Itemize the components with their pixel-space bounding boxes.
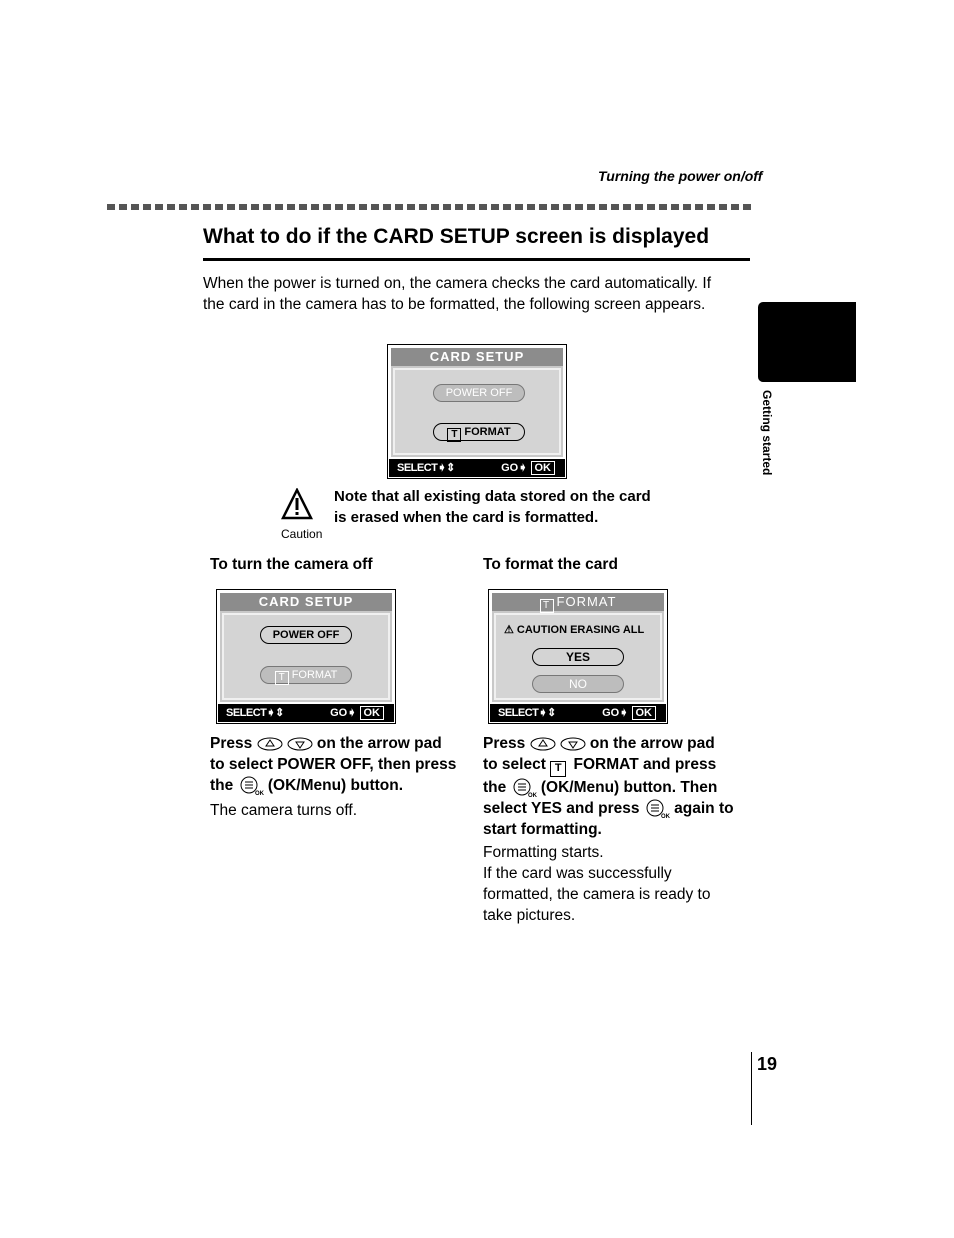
power-off-option: POWER OFF — [260, 626, 352, 644]
left-result: The camera turns off. — [210, 802, 358, 819]
format-option: T FORMAT — [433, 423, 525, 441]
left-step: Press on the arrow pad to select POWER OFF, then press the OK (OK/Menu) button. — [210, 735, 457, 796]
caution-icon — [281, 488, 325, 528]
ok-menu-button-icon — [511, 778, 537, 798]
screen-header: T FORMAT — [492, 593, 664, 611]
right-heading: To format the card — [483, 556, 618, 573]
page-number: 19 — [757, 1054, 778, 1074]
chapter-tab — [758, 302, 856, 382]
screen-header: CARD SETUP — [220, 593, 392, 611]
format-option: T FORMAT — [260, 666, 352, 684]
right-step: Press on the arrow pad to select T FORMAT and press the OK (OK/Menu) button. Then select YES and press OK again to start formatting. — [483, 735, 734, 838]
running-head: Turning the power on/off — [598, 168, 763, 184]
section-title: What to do if the CARD SETUP screen is displayed — [203, 225, 710, 248]
screen-footer: SELECT➧⇕ GO➧ OK — [218, 704, 394, 722]
format-icon: T — [540, 599, 554, 613]
format-icon: T — [275, 671, 289, 685]
caution-text: Note that all existing data stored on the card is erased when the card is formatted. — [334, 488, 651, 526]
right-result: Formatting starts. If the card was successfully formatted, the camera is ready to take pictures. — [483, 844, 711, 924]
no-option: NO — [532, 675, 624, 693]
format-icon: T — [447, 428, 461, 442]
power-off-option: POWER OFF — [433, 384, 525, 402]
chapter-label: Getting started — [760, 390, 774, 476]
screen-header: CARD SETUP — [391, 348, 563, 366]
format-icon: T — [550, 761, 566, 777]
caution-block — [281, 488, 325, 541]
title-underline — [203, 258, 750, 261]
left-heading: To turn the camera off — [210, 556, 373, 573]
ok-menu-button-icon — [238, 776, 264, 796]
svg-text:OK: OK — [254, 790, 264, 796]
yes-option: YES — [532, 648, 624, 666]
ok-menu-button-icon — [644, 799, 670, 819]
card-setup-screen — [387, 344, 567, 479]
erase-warning: ⚠ CAUTION ERASING ALL — [504, 624, 645, 636]
caution-label: Caution — [281, 527, 323, 541]
arrow-pad-up-down-icon — [530, 736, 586, 752]
svg-text:OK: OK — [527, 792, 537, 798]
intro-text: When the power is turned on, the camera checks the card automatically. If the card in the camera has to be formatted, the following screen appears. — [203, 275, 712, 313]
svg-text:OK: OK — [660, 813, 670, 819]
dotted-divider — [107, 204, 755, 210]
format-screen — [488, 589, 668, 724]
screen-footer: SELECT➧⇕ GO➧ OK — [490, 704, 666, 722]
page-number-rule — [751, 1052, 752, 1125]
power-off-screen — [216, 589, 396, 724]
arrow-pad-up-down-icon — [257, 736, 313, 752]
screen-footer: SELECT➧⇕ GO➧ OK — [389, 459, 565, 477]
